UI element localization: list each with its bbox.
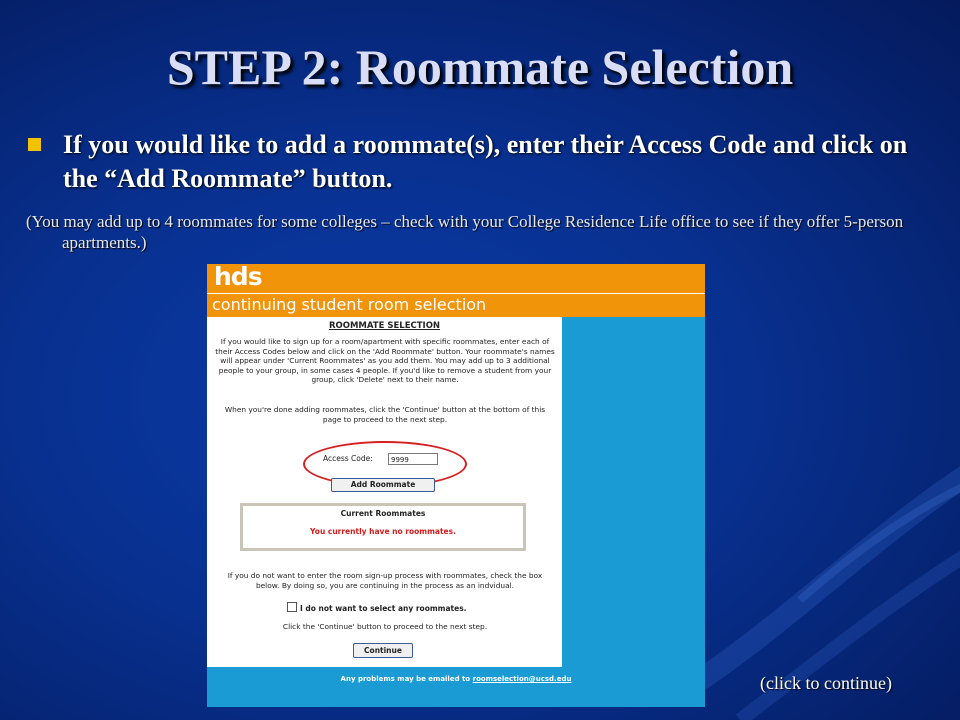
footer-contact [207, 675, 705, 683]
bullet-text: If you would like to add a roommate(s), enter their Access Code and click on the “Add Roommate” button. [63, 130, 908, 193]
optout-instructions-text: If you do not want to enter the room sign-up process with roommates, check the box below. By doing so, you are continuing in the process as an indvidual. [227, 571, 543, 590]
optout-row [287, 602, 467, 613]
current-roommates-title: Current Roommates [340, 509, 426, 518]
footer-text: Any problems may be emailed to [340, 675, 471, 683]
add-roommate-button[interactable]: Add Roommate [331, 478, 435, 492]
hds-header-bar [207, 264, 705, 293]
hds-logo: hds [214, 264, 262, 291]
roommate-selection-panel [207, 317, 562, 667]
hds-subheader-bar [207, 294, 705, 317]
slide-title: STEP 2: Roommate Selection [166, 39, 794, 95]
click-to-continue-link[interactable]: (click to continue) [760, 673, 892, 693]
footer-email-link[interactable]: roomselection@ucsd.edu [472, 675, 572, 683]
access-code-label: Access Code: [323, 454, 373, 463]
optout-label: I do not want to select any roommates. [300, 604, 467, 613]
access-code-input[interactable]: 9999 [388, 453, 438, 465]
roommate-selection-heading: ROOMMATE SELECTION [328, 321, 441, 331]
no-roommates-message: You currently have no roommates. [310, 527, 456, 536]
embedded-web-screenshot [207, 264, 705, 707]
bullet-item [28, 128, 928, 196]
square-bullet-icon [28, 138, 41, 151]
roommate-limit-note: (You may add up to 4 roommates for some colleges – check with your College Residence Life office to see if they offer 5-person apartments.) [26, 212, 904, 252]
continue-instructions-text: Click the 'Continue' button to proceed to the next step. [282, 622, 488, 631]
instructions-text: If you would like to sign up for a room/apartment with specific roommates, enter each of their Access Codes below and click on the 'Add Roommate' button. Your roommate's names will appear under 'Current Roommates' as you add them. You may add up to 3 additional people to your group, in some cases 4 people. If you'd like to remove a student from your group, click 'Delete' next to their name. [215, 337, 555, 384]
continue-button[interactable]: Continue [353, 643, 413, 658]
optout-checkbox[interactable] [287, 602, 297, 612]
done-instructions-text: When you're done adding roommates, click the 'Continue' button at the bottom of this page to proceed to the next step. [224, 405, 546, 424]
background-swoosh-decoration [660, 300, 960, 720]
current-roommates-box [240, 503, 526, 551]
page-subtitle: continuing student room selection [212, 295, 487, 314]
